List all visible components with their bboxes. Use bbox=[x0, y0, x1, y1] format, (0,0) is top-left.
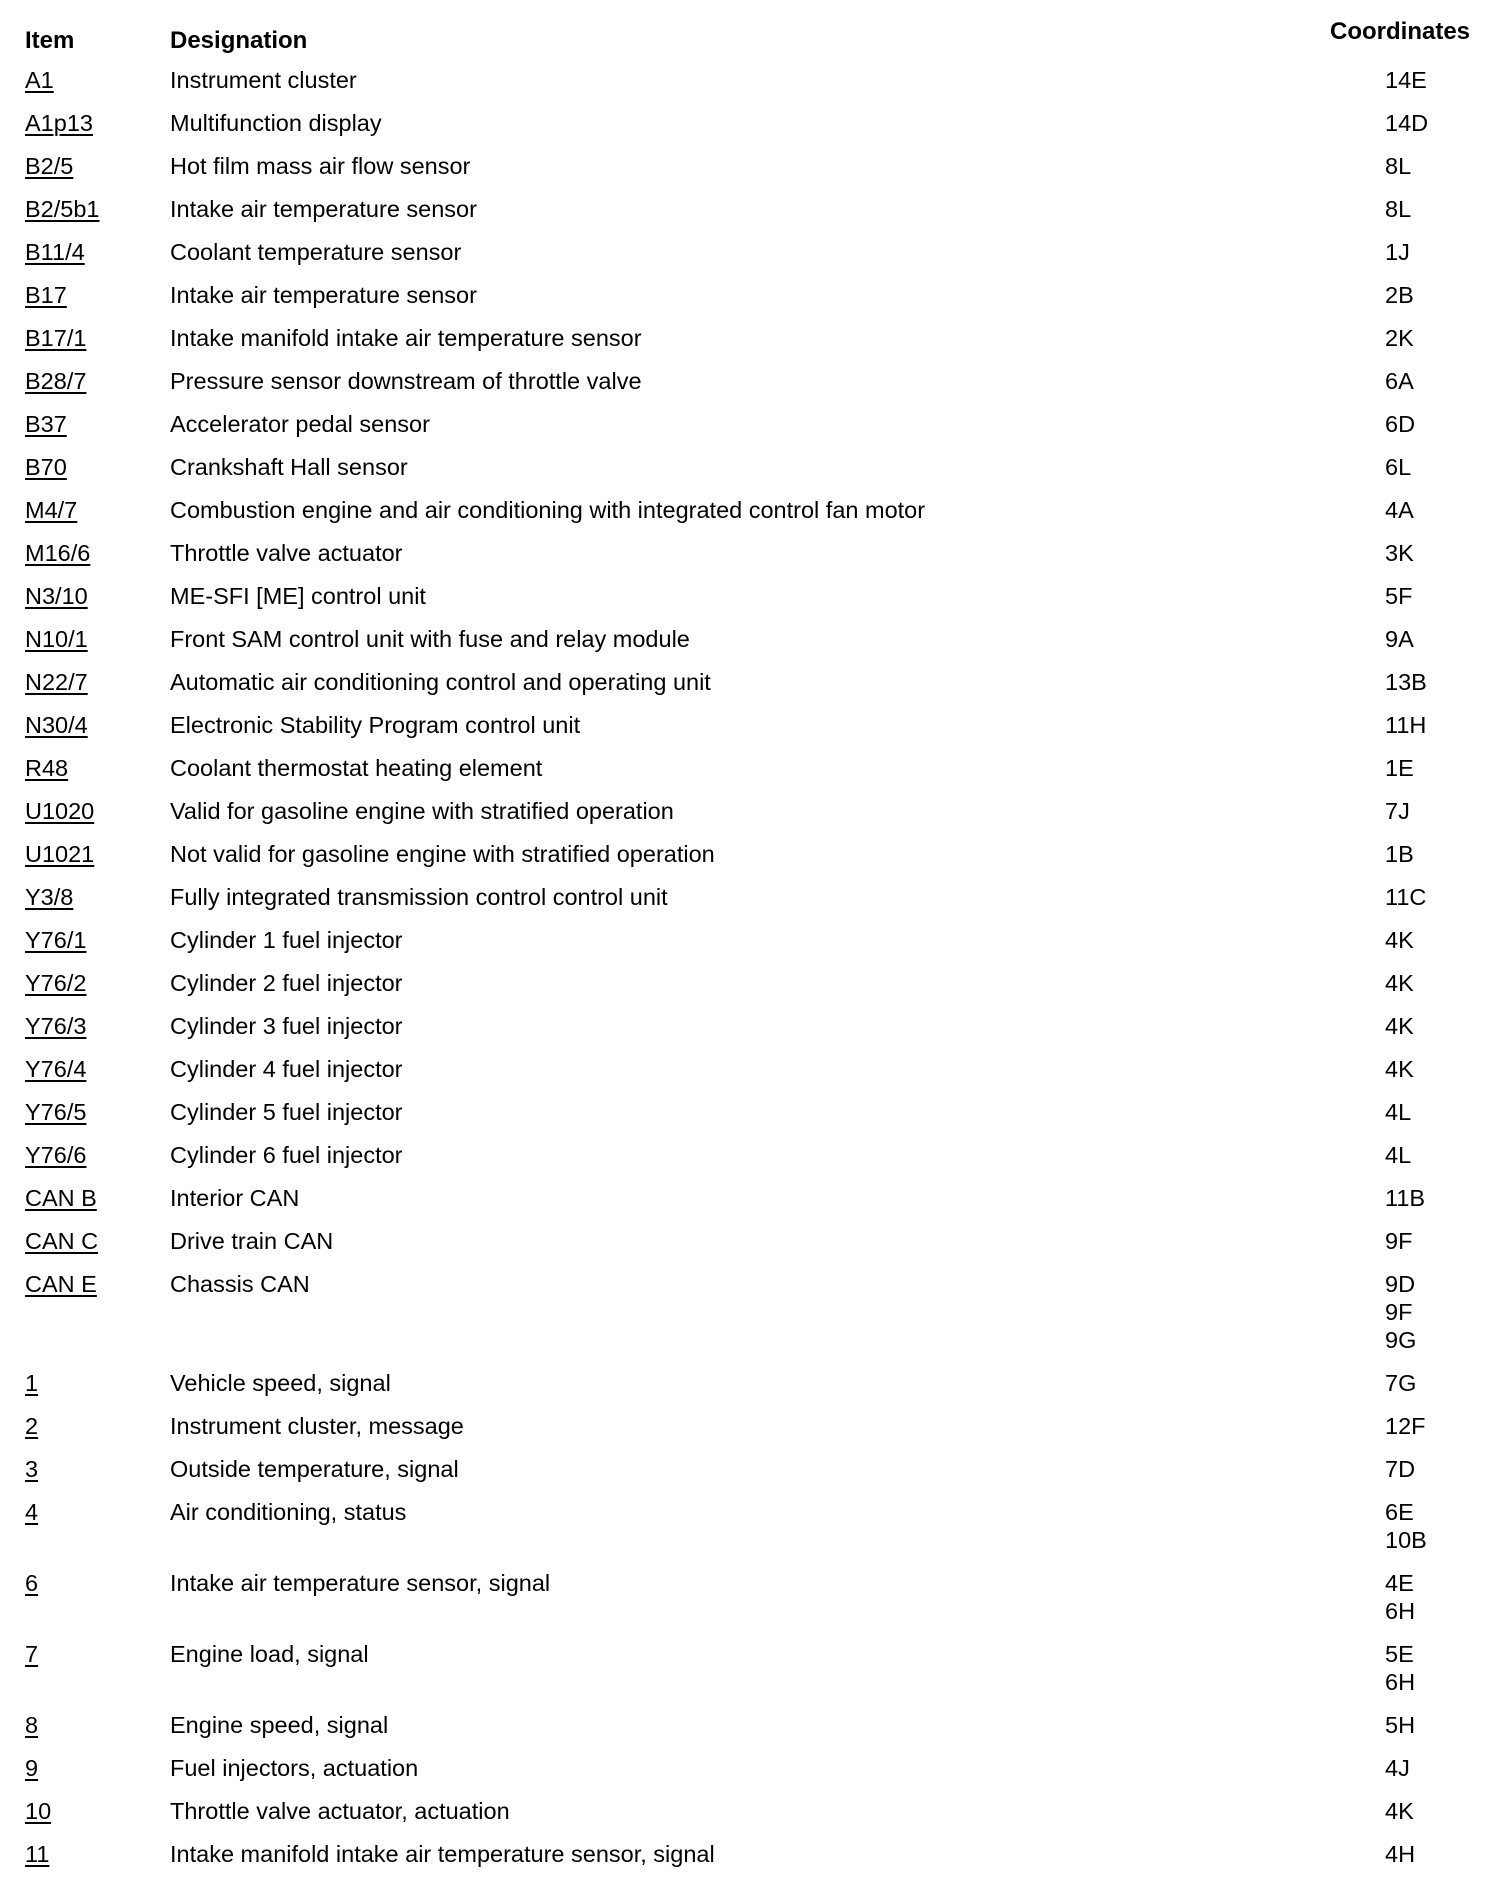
item-link[interactable]: Y76/5 bbox=[25, 1099, 87, 1125]
coordinates-cell bbox=[1385, 195, 1495, 223]
coordinates-cell bbox=[1385, 109, 1495, 137]
item-link[interactable]: B17 bbox=[25, 282, 67, 308]
designation-text: Multifunction display bbox=[170, 110, 382, 136]
designation-text: Automatic air conditioning control and operating unit bbox=[170, 669, 711, 695]
coordinate-value: 2B bbox=[1385, 282, 1414, 308]
designation-text: ME-SFI [ME] control unit bbox=[170, 583, 426, 609]
designation-text: Throttle valve actuator bbox=[170, 540, 403, 566]
designation-text: Hot film mass air flow sensor bbox=[170, 153, 471, 179]
designation-text: Intake air temperature sensor bbox=[170, 282, 477, 308]
designation-text: Outside temperature, signal bbox=[170, 1456, 459, 1482]
table-row bbox=[0, 1640, 1504, 1711]
coordinate-value: 5H bbox=[1385, 1712, 1416, 1738]
coordinate-value: 4E bbox=[1385, 1570, 1414, 1596]
table-row bbox=[0, 582, 1504, 625]
designation-text: Intake manifold intake air temperature sensor bbox=[170, 325, 642, 351]
coordinate-value: 6H bbox=[1385, 1669, 1416, 1695]
coordinates-cell bbox=[1385, 66, 1495, 94]
item-link[interactable]: Y76/1 bbox=[25, 927, 87, 953]
coordinates-cell bbox=[1385, 1640, 1495, 1696]
coordinates-cell bbox=[1385, 1055, 1495, 1083]
designation-text: Combustion engine and air conditioning with integrated control fan motor bbox=[170, 497, 926, 523]
table-row bbox=[0, 840, 1504, 883]
item-link[interactable]: Y76/6 bbox=[25, 1142, 87, 1168]
table-row bbox=[0, 754, 1504, 797]
designation-text: Intake air temperature sensor, signal bbox=[170, 1570, 551, 1596]
item-link[interactable]: CAN E bbox=[25, 1271, 97, 1297]
coordinates-cell bbox=[1385, 969, 1495, 997]
designation-text: Coolant temperature sensor bbox=[170, 239, 462, 265]
table-header bbox=[0, 0, 1504, 60]
table-row bbox=[0, 1711, 1504, 1754]
coordinates-cell bbox=[1385, 582, 1495, 610]
designation-text: Cylinder 6 fuel injector bbox=[170, 1142, 403, 1168]
coordinate-value: 6A bbox=[1385, 368, 1414, 394]
coordinates-cell bbox=[1385, 152, 1495, 180]
designation-text: Cylinder 1 fuel injector bbox=[170, 927, 403, 953]
item-link[interactable]: 8 bbox=[25, 1712, 39, 1738]
table-row bbox=[0, 66, 1504, 109]
table-row bbox=[0, 324, 1504, 367]
item-link[interactable]: B37 bbox=[25, 411, 67, 437]
coordinate-value: 8L bbox=[1385, 153, 1412, 179]
item-link[interactable]: B11/4 bbox=[25, 239, 85, 265]
table-row bbox=[0, 195, 1504, 238]
coordinate-value: 2K bbox=[1385, 325, 1414, 351]
coordinates-cell bbox=[1385, 1141, 1495, 1169]
item-link[interactable]: B17/1 bbox=[25, 325, 87, 351]
item-link[interactable]: R48 bbox=[25, 755, 69, 781]
coordinates-cell bbox=[1385, 797, 1495, 825]
item-link[interactable]: B70 bbox=[25, 454, 67, 480]
table-row bbox=[0, 1369, 1504, 1412]
item-link[interactable]: A1 bbox=[25, 67, 54, 93]
coordinates-cell bbox=[1385, 1797, 1495, 1825]
designation-text: Cylinder 2 fuel injector bbox=[170, 970, 403, 996]
coordinate-value: 9A bbox=[1385, 626, 1414, 652]
item-link[interactable]: Y3/8 bbox=[25, 884, 74, 910]
item-link[interactable]: N10/1 bbox=[25, 626, 88, 652]
item-link[interactable]: M16/6 bbox=[25, 540, 91, 566]
table-row bbox=[0, 1498, 1504, 1569]
coordinate-value: 4L bbox=[1385, 1142, 1412, 1168]
item-link[interactable]: B28/7 bbox=[25, 368, 87, 394]
designation-text: Fuel injectors, actuation bbox=[170, 1755, 419, 1781]
table-row bbox=[0, 367, 1504, 410]
coordinates-cell bbox=[1385, 539, 1495, 567]
table-row bbox=[0, 883, 1504, 926]
coordinates-cell bbox=[1385, 1412, 1495, 1440]
coordinates-cell bbox=[1385, 367, 1495, 395]
table-row bbox=[0, 1098, 1504, 1141]
table-row bbox=[0, 797, 1504, 840]
coordinate-value: 6H bbox=[1385, 1598, 1416, 1624]
coordinates-cell bbox=[1385, 1711, 1495, 1739]
coordinate-value: 4A bbox=[1385, 497, 1414, 523]
item-link[interactable]: U1021 bbox=[25, 841, 95, 867]
item-link[interactable]: 3 bbox=[25, 1456, 39, 1482]
coordinate-value: 4K bbox=[1385, 1013, 1414, 1039]
coordinate-value: 9G bbox=[1385, 1327, 1417, 1353]
coordinate-value: 7J bbox=[1385, 798, 1410, 824]
designation-text: Cylinder 5 fuel injector bbox=[170, 1099, 403, 1125]
coordinates-cell bbox=[1385, 410, 1495, 438]
coordinate-value: 4H bbox=[1385, 1841, 1416, 1867]
coordinate-value: 14E bbox=[1385, 67, 1427, 93]
designation-text: Vehicle speed, signal bbox=[170, 1370, 391, 1396]
designation-text: Engine load, signal bbox=[170, 1641, 369, 1667]
table-row bbox=[0, 1569, 1504, 1640]
coordinates-cell bbox=[1385, 281, 1495, 309]
coordinate-value: 7G bbox=[1385, 1370, 1417, 1396]
table-row bbox=[0, 1840, 1504, 1883]
coordinates-cell bbox=[1385, 883, 1495, 911]
table-row bbox=[0, 1270, 1504, 1369]
item-link[interactable]: CAN B bbox=[25, 1185, 97, 1211]
designation-text: Instrument cluster bbox=[170, 67, 357, 93]
table-row bbox=[0, 1141, 1504, 1184]
coordinates-cell bbox=[1385, 1498, 1495, 1554]
coordinates-cell bbox=[1385, 1098, 1495, 1126]
designation-text: Crankshaft Hall sensor bbox=[170, 454, 408, 480]
designation-text: Valid for gasoline engine with stratified operation bbox=[170, 798, 674, 824]
item-link[interactable]: 11 bbox=[25, 1841, 50, 1867]
coordinates-cell bbox=[1385, 840, 1495, 868]
header-designation: Designation bbox=[170, 27, 308, 54]
coordinates-cell bbox=[1385, 1840, 1495, 1868]
item-link[interactable]: 4 bbox=[25, 1499, 39, 1525]
item-link[interactable]: B2/5b1 bbox=[25, 196, 100, 222]
item-link[interactable]: N3/10 bbox=[25, 583, 88, 609]
coordinate-value: 3K bbox=[1385, 540, 1414, 566]
coordinate-value: 11H bbox=[1385, 712, 1427, 738]
table-row bbox=[0, 969, 1504, 1012]
coordinates-cell bbox=[1385, 324, 1495, 352]
coordinate-value: 12F bbox=[1385, 1413, 1426, 1439]
table-row bbox=[0, 1455, 1504, 1498]
coordinate-value: 1E bbox=[1385, 755, 1414, 781]
designation-text: Chassis CAN bbox=[170, 1271, 310, 1297]
coordinate-value: 4K bbox=[1385, 1056, 1414, 1082]
coordinates-cell bbox=[1385, 926, 1495, 954]
coordinates-cell bbox=[1385, 1369, 1495, 1397]
coordinates-cell bbox=[1385, 668, 1495, 696]
table-row bbox=[0, 1055, 1504, 1098]
coordinates-cell bbox=[1385, 754, 1495, 782]
table-row bbox=[0, 668, 1504, 711]
item-link[interactable]: 2 bbox=[25, 1413, 39, 1439]
table-row bbox=[0, 410, 1504, 453]
coordinate-value: 9D bbox=[1385, 1271, 1416, 1297]
designation-text: Not valid for gasoline engine with stratified operation bbox=[170, 841, 715, 867]
coordinates-cell bbox=[1385, 1754, 1495, 1782]
table-row bbox=[0, 1797, 1504, 1840]
item-link[interactable]: N30/4 bbox=[25, 712, 88, 738]
coordinate-value: 5F bbox=[1385, 583, 1413, 609]
item-link[interactable]: 6 bbox=[25, 1570, 39, 1596]
coordinate-value: 7D bbox=[1385, 1456, 1416, 1482]
item-link[interactable]: Y76/3 bbox=[25, 1013, 87, 1039]
table-row bbox=[0, 1184, 1504, 1227]
coordinates-cell bbox=[1385, 1227, 1495, 1255]
coordinate-value: 14D bbox=[1385, 110, 1429, 136]
table-row bbox=[0, 496, 1504, 539]
coordinate-value: 10B bbox=[1385, 1527, 1427, 1553]
coordinate-value: 8L bbox=[1385, 196, 1412, 222]
designation-text: Electronic Stability Program control unit bbox=[170, 712, 581, 738]
designation-text: Coolant thermostat heating element bbox=[170, 755, 543, 781]
item-link[interactable]: B2/5 bbox=[25, 153, 74, 179]
designation-text: Throttle valve actuator, actuation bbox=[170, 1798, 510, 1824]
designation-text: Intake manifold intake air temperature sensor, signal bbox=[170, 1841, 715, 1867]
header-coordinates: Coordinates bbox=[1330, 18, 1471, 45]
coordinates-cell bbox=[1385, 238, 1495, 266]
designation-text: Instrument cluster, message bbox=[170, 1413, 464, 1439]
coordinate-value: 1J bbox=[1385, 239, 1410, 265]
coordinate-value: 9F bbox=[1385, 1228, 1413, 1254]
item-link[interactable]: Y76/4 bbox=[25, 1056, 87, 1082]
table-row bbox=[0, 625, 1504, 668]
header-item: Item bbox=[25, 27, 75, 54]
coordinate-value: 11C bbox=[1385, 884, 1427, 910]
table-row bbox=[0, 453, 1504, 496]
item-link[interactable]: A1p13 bbox=[25, 110, 93, 136]
designation-text: Cylinder 3 fuel injector bbox=[170, 1013, 403, 1039]
coordinate-value: 13B bbox=[1385, 669, 1427, 695]
coordinate-value: 6E bbox=[1385, 1499, 1414, 1525]
coordinates-cell bbox=[1385, 1569, 1495, 1625]
designation-text: Fully integrated transmission control control unit bbox=[170, 884, 668, 910]
coordinate-value: 4K bbox=[1385, 1798, 1414, 1824]
item-link[interactable]: M4/7 bbox=[25, 497, 78, 523]
item-link[interactable]: Y76/2 bbox=[25, 970, 87, 996]
item-link[interactable]: U1020 bbox=[25, 798, 95, 824]
coordinates-cell bbox=[1385, 453, 1495, 481]
coordinate-value: 4K bbox=[1385, 927, 1414, 953]
item-link[interactable]: 7 bbox=[25, 1641, 39, 1667]
coordinate-value: 5E bbox=[1385, 1641, 1414, 1667]
table-row bbox=[0, 926, 1504, 969]
designation-text: Intake air temperature sensor bbox=[170, 196, 477, 222]
coordinates-cell bbox=[1385, 1184, 1495, 1212]
coordinates-cell bbox=[1385, 496, 1495, 524]
designation-text: Air conditioning, status bbox=[170, 1499, 407, 1525]
table-row bbox=[0, 281, 1504, 324]
coordinates-cell bbox=[1385, 1012, 1495, 1040]
coordinate-value: 11B bbox=[1385, 1185, 1426, 1211]
table-row bbox=[0, 539, 1504, 582]
item-link[interactable]: 9 bbox=[25, 1755, 39, 1781]
coordinate-value: 4K bbox=[1385, 970, 1414, 996]
designation-text: Drive train CAN bbox=[170, 1228, 334, 1254]
table-row bbox=[0, 1754, 1504, 1797]
coordinate-value: 1B bbox=[1385, 841, 1414, 867]
legend-table-body bbox=[0, 66, 1504, 1883]
table-row bbox=[0, 1012, 1504, 1055]
coordinate-value: 4L bbox=[1385, 1099, 1412, 1125]
designation-text: Pressure sensor downstream of throttle valve bbox=[170, 368, 642, 394]
designation-text: Accelerator pedal sensor bbox=[170, 411, 430, 437]
coordinates-cell bbox=[1385, 1455, 1495, 1483]
designation-text: Interior CAN bbox=[170, 1185, 300, 1211]
item-link[interactable]: 1 bbox=[25, 1370, 39, 1396]
designation-text: Cylinder 4 fuel injector bbox=[170, 1056, 403, 1082]
coordinate-value: 6D bbox=[1385, 411, 1416, 437]
table-row bbox=[0, 1412, 1504, 1455]
coordinate-value: 9F bbox=[1385, 1299, 1413, 1325]
coordinate-value: 4J bbox=[1385, 1755, 1410, 1781]
table-row bbox=[0, 711, 1504, 754]
coordinates-cell bbox=[1385, 1270, 1495, 1354]
item-link[interactable]: CAN C bbox=[25, 1228, 99, 1254]
coordinates-cell bbox=[1385, 711, 1495, 739]
table-row bbox=[0, 152, 1504, 195]
coordinate-value: 6L bbox=[1385, 454, 1412, 480]
coordinates-cell bbox=[1385, 625, 1495, 653]
designation-text: Engine speed, signal bbox=[170, 1712, 389, 1738]
item-link[interactable]: 10 bbox=[25, 1798, 52, 1824]
table-row bbox=[0, 109, 1504, 152]
table-row bbox=[0, 1227, 1504, 1270]
designation-text: Front SAM control unit with fuse and relay module bbox=[170, 626, 690, 652]
item-link[interactable]: N22/7 bbox=[25, 669, 88, 695]
table-row bbox=[0, 238, 1504, 281]
